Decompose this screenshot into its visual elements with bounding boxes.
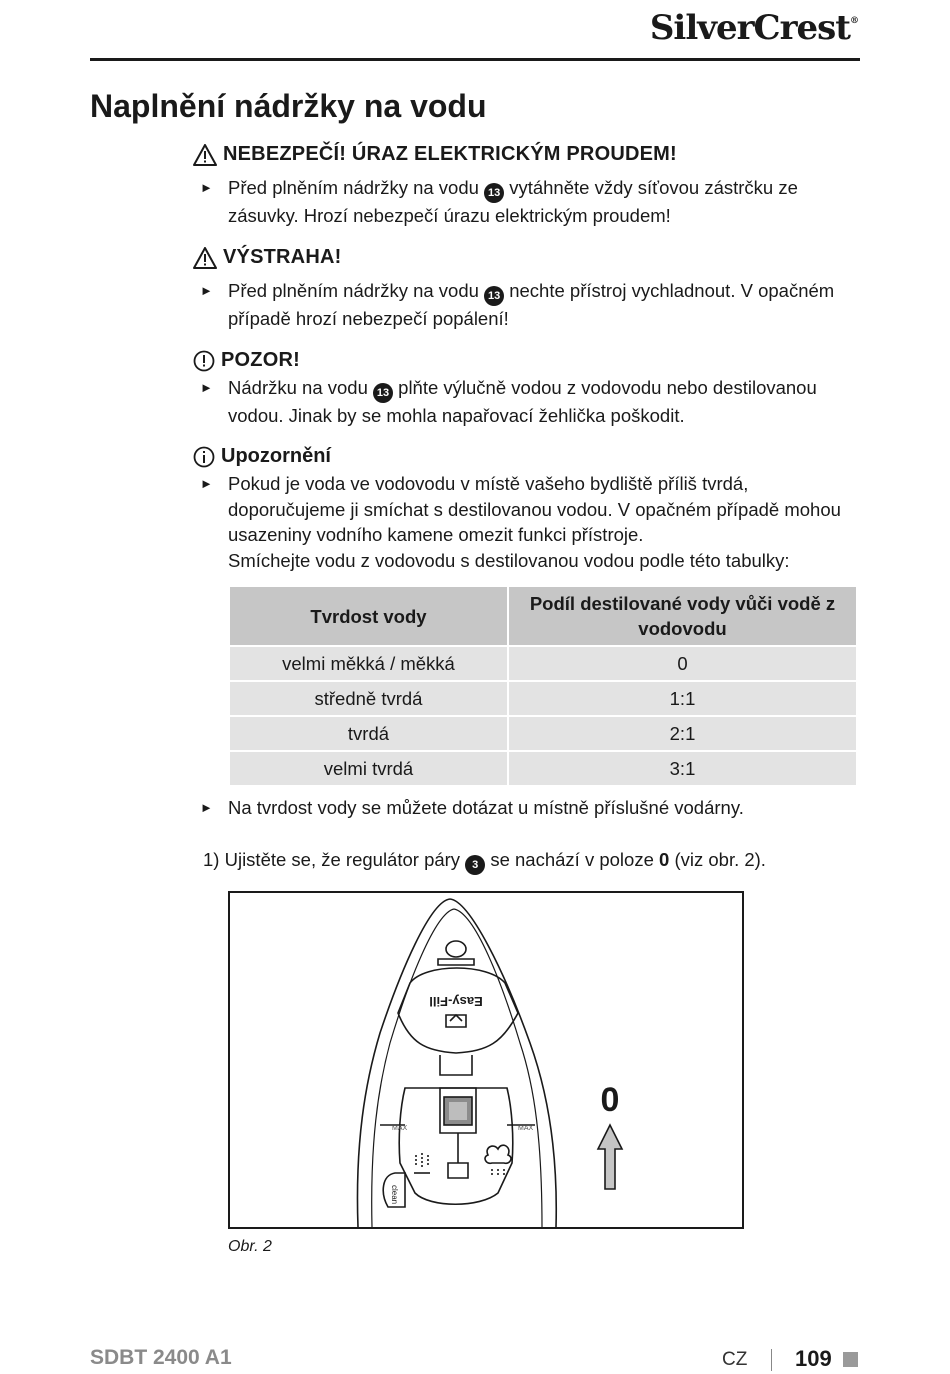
- table-cell: středně tvrdá: [230, 682, 507, 715]
- bullet-arrow-icon: ►: [200, 800, 213, 815]
- table-cell: tvrdá: [230, 717, 507, 750]
- bullet-arrow-icon: ►: [200, 283, 213, 298]
- model-number: SDBT 2400 A1: [90, 1346, 232, 1369]
- ref-number-icon: 13: [373, 383, 393, 403]
- table-cell: 3:1: [509, 752, 856, 785]
- table-row: [230, 647, 856, 680]
- easy-fill-label: Easy-Fill: [429, 994, 483, 1009]
- brand-logo: [650, 8, 858, 48]
- note-heading: [193, 445, 331, 468]
- warning-text-cont: nechte přístroj vychladnout. V opačném případě hrozí nebezpečí popálení!: [228, 280, 835, 329]
- danger-heading: [193, 143, 677, 166]
- warning-triangle-icon: [193, 247, 217, 269]
- step-text-end: (viz obr. 2).: [669, 849, 766, 870]
- caution-text-cont: plňte výlučně vodou z vodovodu nebo destilovanou vodou. Jinak by se mohla napařovací žehlička poškodit.: [228, 377, 817, 426]
- table-cell: 2:1: [509, 717, 856, 750]
- page-title: Naplnění nádržky na vodu: [90, 88, 487, 124]
- step-number: 1): [203, 849, 220, 870]
- after-table-bullet: [200, 795, 860, 821]
- bullet-arrow-icon: ►: [200, 476, 213, 491]
- caution-heading: [193, 349, 300, 372]
- after-table-text: Na tvrdost vody se můžete dotázat u místně příslušné vodárny.: [228, 797, 744, 818]
- note-text: Pokud je voda ve vodovodu v místě vašeho bydliště příliš tvrdá, doporučujeme ji smíchat s destilovanou vodou. V opačném případě mohou usazeniny vodního kamene omezit funkci přístroje.: [228, 473, 841, 545]
- footer-divider: [771, 1349, 772, 1371]
- step-1: [203, 849, 766, 875]
- table-row: [230, 682, 856, 715]
- warning-text: Před plněním nádržky na vodu: [228, 280, 485, 301]
- step-position-value: 0: [659, 849, 670, 870]
- warning-heading-text: VÝSTRAHA!: [223, 246, 342, 268]
- warning-heading: [193, 246, 341, 269]
- note-heading-text: Upozornění: [221, 445, 331, 467]
- danger-heading-text: NEBEZPEČÍ! ÚRAZ ELEKTRICKÝM PROUDEM!: [223, 143, 677, 165]
- bullet-arrow-icon: ►: [200, 380, 213, 395]
- clean-label: clean: [390, 1185, 399, 1205]
- table-row: [230, 752, 856, 785]
- note-bullet: [200, 471, 860, 573]
- table-cell: velmi tvrdá: [230, 752, 507, 785]
- header-rule: [90, 58, 860, 61]
- step-text: Ujistěte se, že regulátor páry: [224, 849, 466, 870]
- figure-caption: Obr. 2: [228, 1238, 272, 1255]
- danger-text-cont: vytáhněte vždy síťovou zástrčku ze zásuvky. Hrozí nebezpečí úrazu elektrickým proudem!: [228, 177, 798, 226]
- language-code: CZ: [722, 1349, 748, 1370]
- exclamation-circle-icon: [193, 350, 215, 372]
- table-header-row: [230, 587, 856, 645]
- iron-drawing: [230, 893, 742, 1227]
- table-cell: 1:1: [509, 682, 856, 715]
- max-label-left: MAX: [392, 1125, 408, 1132]
- water-hardness-table: [228, 585, 858, 787]
- table-row: [230, 717, 856, 750]
- info-circle-icon: [193, 446, 215, 468]
- ref-number-icon: 3: [465, 855, 485, 875]
- table-header: Tvrdost vody: [230, 587, 507, 645]
- caution-heading-text: POZOR!: [221, 349, 300, 371]
- caution-text: Nádržku na vodu: [228, 377, 374, 398]
- caution-bullet: [200, 375, 860, 429]
- page-number: 109: [795, 1346, 832, 1371]
- step-text-cont: se nachází v poloze: [485, 849, 660, 870]
- warning-triangle-icon: [193, 144, 217, 166]
- registered-mark: ®: [850, 16, 858, 26]
- table-header: Podíl destilované vody vůči vodě z vodovodu: [509, 587, 856, 645]
- figure-iron-illustration: [228, 891, 744, 1229]
- note-text-2: Smíchejte vodu z vodovodu s destilovanou vodou podle této tabulky:: [228, 549, 790, 571]
- footer-square-icon: [843, 1352, 858, 1367]
- warning-bullet: [200, 278, 860, 332]
- ref-number-icon: 13: [484, 286, 504, 306]
- position-zero-label: 0: [600, 1081, 620, 1119]
- max-label-right: MAX: [518, 1125, 534, 1132]
- table-cell: velmi měkká / měkká: [230, 647, 507, 680]
- ref-number-icon: 13: [484, 183, 504, 203]
- brand-logo-text: SilverCrest: [649, 8, 850, 48]
- danger-text: Před plněním nádržky na vodu: [228, 177, 485, 198]
- table-cell: 0: [509, 647, 856, 680]
- danger-bullet: [200, 175, 860, 229]
- bullet-arrow-icon: ►: [200, 180, 213, 195]
